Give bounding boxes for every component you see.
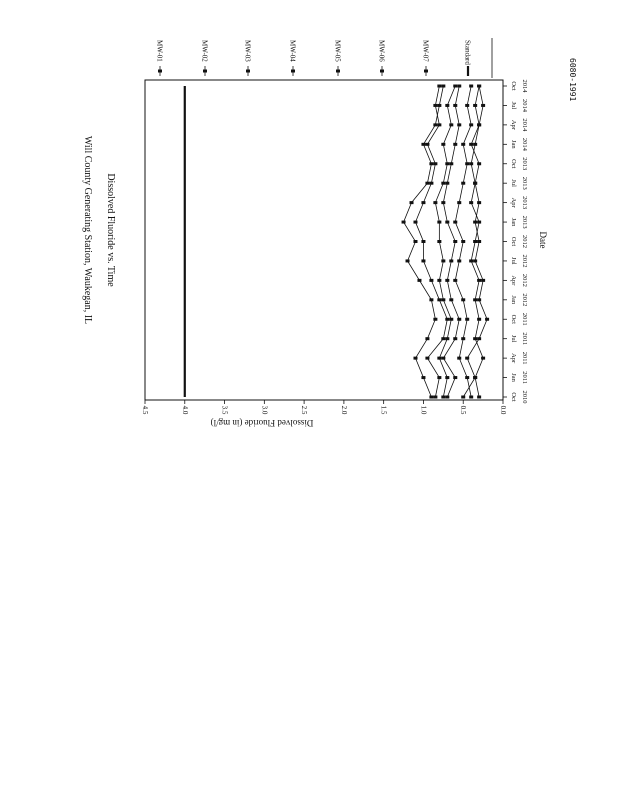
- x-tick-year-8: 2012: [521, 235, 528, 248]
- point-mw-06-9: [437, 221, 441, 224]
- point-mw-01-15: [481, 104, 485, 107]
- y-tick-label-6: 1.5: [379, 405, 388, 415]
- point-mw-01-0: [461, 396, 465, 399]
- point-mw-04-3: [441, 337, 445, 340]
- point-mw-03-2: [441, 357, 445, 360]
- point-mw-06-14: [449, 123, 453, 126]
- point-mw-05-6: [417, 279, 421, 282]
- point-mw-04-10: [421, 201, 425, 204]
- x-tick-month-11: Jul: [510, 179, 517, 187]
- point-mw-07-14: [477, 123, 481, 126]
- point-mw-07-12: [469, 162, 473, 165]
- point-mw-07-6: [477, 279, 481, 282]
- point-mw-01-6: [481, 279, 485, 282]
- point-mw-04-5: [437, 298, 441, 301]
- point-mw-03-15: [453, 104, 457, 107]
- point-mw-02-7: [457, 259, 461, 262]
- legend-label-3: MW-04: [288, 40, 297, 62]
- y-tick-label-2: 3.5: [220, 405, 229, 415]
- point-mw-06-5: [441, 298, 445, 301]
- point-mw-04-12: [433, 162, 437, 165]
- legend-swatch-marker-4: [336, 70, 340, 73]
- point-mw-05-13: [421, 143, 425, 146]
- legend-label-7: Standard: [463, 40, 472, 65]
- point-mw-03-12: [449, 162, 453, 165]
- x-tick-year-1: 2011: [521, 371, 528, 384]
- x-tick-month-3: Jul: [510, 334, 517, 343]
- point-mw-01-12: [477, 162, 481, 165]
- legend-label-6: MW-07: [421, 40, 430, 62]
- point-mw-01-10: [477, 201, 481, 204]
- x-tick-month-4: Oct: [510, 314, 517, 324]
- point-mw-03-4: [457, 318, 461, 321]
- x-tick-year-9: 2013: [521, 215, 528, 229]
- legend-swatch-marker-2: [246, 70, 250, 73]
- point-mw-04-14: [437, 123, 441, 126]
- series-group: [185, 85, 489, 399]
- point-mw-06-12: [445, 162, 449, 165]
- point-mw-02-10: [457, 201, 461, 204]
- point-mw-02-2: [457, 357, 461, 360]
- point-mw-05-0: [429, 396, 433, 399]
- point-mw-05-1: [421, 376, 425, 379]
- legend-label-5: MW-06: [377, 40, 386, 62]
- legend-label-1: MW-02: [200, 40, 209, 62]
- point-mw-06-3: [445, 337, 449, 340]
- legend-swatch-marker-6: [424, 70, 428, 73]
- point-mw-04-11: [429, 182, 433, 185]
- point-mw-06-6: [437, 279, 441, 282]
- y-tick-label-0: 4.5: [141, 405, 149, 415]
- y-tick-label-3: 3.0: [260, 405, 269, 415]
- x-tick-month-9: Jan: [510, 217, 517, 227]
- point-mw-04-4: [445, 318, 449, 321]
- point-mw-05-10: [410, 201, 414, 204]
- x-tick-year-16: 2014: [521, 79, 528, 93]
- point-mw-06-11: [441, 182, 445, 185]
- point-mw-05-4: [433, 318, 437, 321]
- point-mw-02-6: [453, 279, 457, 282]
- x-tick-month-15: Jul: [510, 101, 517, 110]
- point-mw-02-0: [469, 396, 473, 399]
- x-tick-month-13: Jan: [510, 139, 517, 149]
- chart-title: Will County Generating Station, Waukegan, IL: [82, 135, 93, 325]
- point-mw-03-10: [441, 201, 445, 204]
- point-mw-04-7: [421, 259, 425, 262]
- point-mw-06-4: [449, 318, 453, 321]
- point-mw-01-8: [477, 240, 481, 243]
- point-mw-07-9: [477, 221, 481, 224]
- point-mw-01-7: [473, 259, 477, 262]
- point-mw-07-4: [477, 318, 481, 321]
- point-mw-05-16: [441, 85, 445, 88]
- x-tick-month-0: Oct: [510, 392, 517, 402]
- point-mw-03-1: [453, 376, 457, 379]
- point-mw-06-1: [445, 376, 449, 379]
- x-tick-year-14: 2014: [521, 118, 528, 132]
- point-mw-01-2: [465, 357, 469, 360]
- point-mw-03-5: [449, 298, 453, 301]
- x-tick-month-2: Apr: [510, 353, 517, 364]
- x-tick-year-7: 2012: [521, 254, 528, 268]
- point-mw-01-5: [477, 298, 481, 301]
- legend-swatch-marker-5: [380, 70, 384, 73]
- x-tick-month-6: Apr: [510, 275, 517, 286]
- point-mw-07-8: [473, 240, 477, 243]
- x-tick-year-4: 2011: [521, 312, 528, 326]
- point-mw-03-11: [445, 182, 449, 185]
- x-tick-year-11: 2013: [521, 176, 528, 190]
- point-mw-07-1: [473, 376, 477, 379]
- point-mw-02-9: [453, 221, 457, 224]
- point-mw-02-8: [461, 240, 465, 243]
- y-tick-label-4: 2.5: [300, 405, 309, 415]
- point-mw-04-8: [421, 240, 425, 243]
- point-mw-04-0: [433, 396, 437, 399]
- x-tick-month-10: Apr: [510, 197, 517, 208]
- point-mw-02-14: [469, 123, 473, 126]
- x-tick-year-12: 2013: [521, 157, 528, 171]
- point-mw-04-1: [437, 376, 441, 379]
- point-mw-05-9: [402, 221, 406, 224]
- point-mw-03-8: [453, 240, 457, 243]
- y-tick-label-5: 2.0: [339, 405, 348, 415]
- point-mw-01-3: [477, 337, 481, 340]
- point-mw-05-3: [425, 337, 429, 340]
- x-tick-year-2: 2011: [521, 351, 528, 365]
- x-tick-month-5: Jan: [510, 295, 517, 305]
- point-mw-06-7: [441, 259, 445, 262]
- point-mw-05-5: [429, 298, 433, 301]
- y-tick-label-8: 0.5: [459, 405, 468, 415]
- chart-subtitle: Dissolved Fluoride vs. Time: [105, 173, 116, 287]
- point-mw-01-4: [485, 318, 489, 321]
- point-mw-07-3: [473, 337, 477, 340]
- document-id: 6080-1991: [568, 58, 577, 102]
- point-mw-06-16: [453, 85, 457, 88]
- x-tick-month-14: Apr: [510, 119, 517, 130]
- point-mw-07-13: [473, 143, 477, 146]
- point-mw-05-12: [429, 162, 433, 165]
- point-mw-02-15: [465, 104, 469, 107]
- x-tick-year-3: 2011: [521, 332, 528, 346]
- y-tick-label-7: 1.0: [419, 405, 428, 415]
- point-mw-02-11: [461, 182, 465, 185]
- legend-swatch-marker-0: [158, 70, 162, 73]
- point-mw-03-13: [453, 143, 457, 146]
- plot-area: [145, 80, 503, 400]
- point-mw-05-8: [413, 240, 417, 243]
- legend-label-4: MW-05: [333, 40, 342, 62]
- point-mw-02-5: [461, 298, 465, 301]
- point-mw-04-2: [425, 357, 429, 360]
- x-tick-year-13: 2014: [521, 137, 528, 151]
- x-tick-year-5: 2012: [521, 293, 528, 307]
- point-mw-06-2: [437, 357, 441, 360]
- legend: [156, 38, 493, 78]
- point-mw-06-10: [433, 201, 437, 204]
- point-mw-07-10: [469, 201, 473, 204]
- legend-swatch-marker-3: [291, 70, 295, 73]
- point-mw-06-8: [437, 240, 441, 243]
- point-mw-05-7: [406, 259, 410, 262]
- point-mw-02-1: [465, 376, 469, 379]
- point-mw-07-7: [469, 259, 473, 262]
- point-mw-07-0: [477, 396, 481, 399]
- point-mw-04-15: [433, 104, 437, 107]
- point-mw-03-9: [445, 221, 449, 224]
- x-ticks: [503, 80, 528, 404]
- x-tick-month-16: Oct: [510, 81, 517, 91]
- point-mw-03-16: [457, 85, 461, 88]
- x-tick-year-15: 2014: [521, 98, 528, 112]
- point-mw-04-13: [425, 143, 429, 146]
- x-tick-month-12: Oct: [510, 159, 517, 169]
- point-mw-07-15: [473, 104, 477, 107]
- point-mw-02-12: [465, 162, 469, 165]
- y-axis-label: Dissolved Fluoride (in mg/l): [210, 418, 314, 428]
- point-mw-04-9: [413, 221, 417, 224]
- x-tick-month-1: Jan: [510, 373, 517, 382]
- point-mw-05-14: [433, 123, 437, 126]
- point-mw-02-13: [461, 143, 465, 146]
- point-mw-01-9: [473, 221, 477, 224]
- point-mw-02-3: [461, 337, 465, 340]
- x-tick-year-6: 2012: [521, 273, 528, 287]
- legend-swatch-marker-1: [203, 70, 207, 73]
- x-tick-year-10: 2013: [521, 196, 528, 210]
- point-mw-03-0: [445, 396, 449, 399]
- point-mw-07-5: [473, 298, 477, 301]
- y-ticks: [141, 400, 507, 415]
- point-mw-03-6: [445, 279, 449, 282]
- x-axis-label: Date: [538, 231, 548, 249]
- point-mw-06-0: [441, 396, 445, 399]
- point-mw-03-7: [449, 259, 453, 262]
- point-mw-06-15: [445, 104, 449, 107]
- y-tick-label-1: 4.0: [180, 405, 189, 415]
- point-mw-02-4: [465, 318, 469, 321]
- point-mw-06-13: [441, 143, 445, 146]
- point-mw-03-14: [457, 123, 461, 126]
- x-tick-month-7: Jul: [510, 257, 517, 265]
- point-mw-07-2: [481, 357, 485, 360]
- x-tick-month-8: Oct: [510, 236, 517, 247]
- point-mw-05-11: [425, 182, 429, 185]
- point-mw-05-2: [413, 357, 417, 360]
- point-mw-01-13: [469, 143, 473, 146]
- point-mw-03-3: [453, 337, 457, 340]
- point-mw-07-11: [473, 182, 477, 185]
- legend-label-2: MW-03: [243, 40, 252, 62]
- point-mw-04-6: [429, 279, 433, 282]
- point-mw-04-16: [437, 85, 441, 88]
- point-mw-05-15: [437, 104, 441, 107]
- y-tick-label-9: 0.0: [499, 405, 507, 415]
- point-mw-02-16: [469, 85, 473, 88]
- point-mw-07-16: [477, 85, 481, 88]
- legend-label-0: MW-01: [155, 40, 164, 62]
- x-tick-year-0: 2010: [521, 390, 528, 404]
